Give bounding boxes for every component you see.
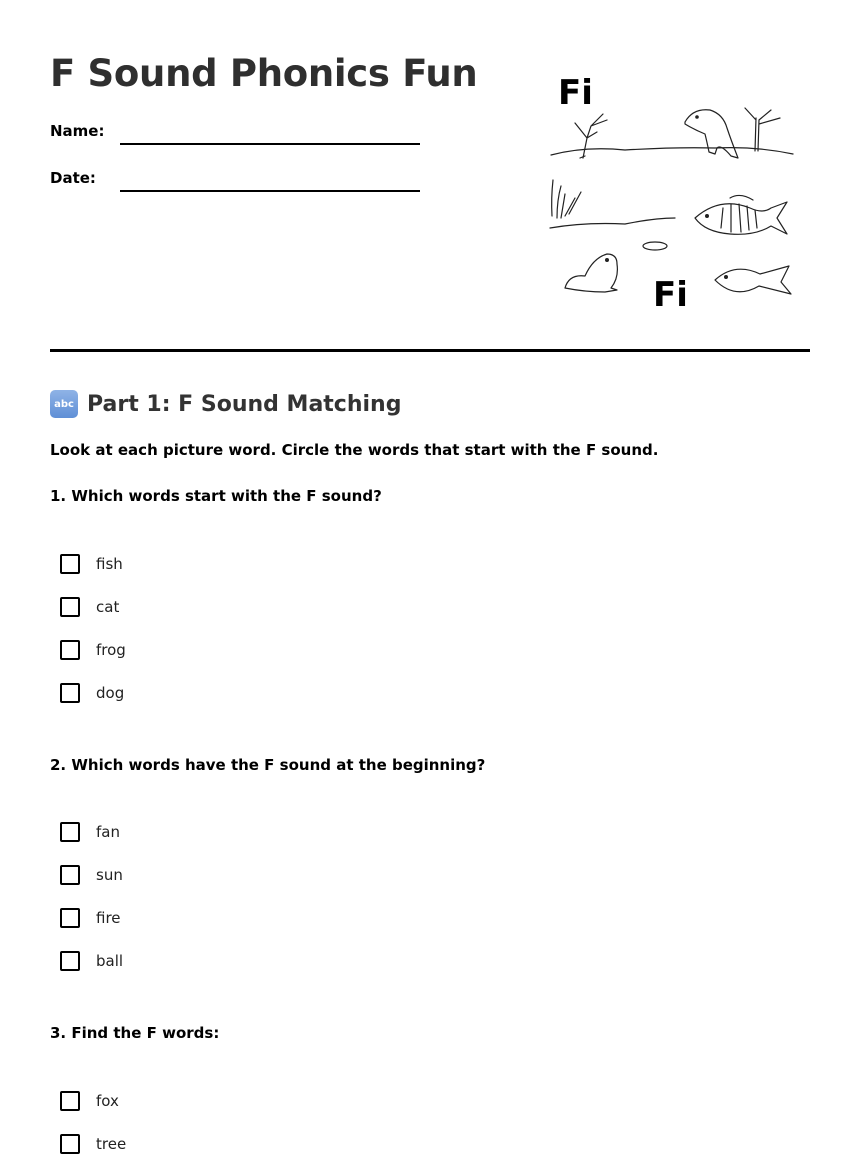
- fish-small-drawing: [715, 266, 791, 294]
- date-field[interactable]: [120, 190, 420, 192]
- reeds-drawing: [552, 180, 581, 218]
- abc-icon: abc: [50, 390, 78, 418]
- name-field[interactable]: [120, 143, 420, 145]
- checkbox[interactable]: [60, 908, 80, 928]
- frog-drawing: [565, 254, 617, 292]
- option-label: fan: [96, 823, 120, 841]
- option-fox[interactable]: [60, 1089, 119, 1113]
- fish-large-drawing: [695, 195, 787, 234]
- option-fan[interactable]: [60, 820, 120, 844]
- option-tree[interactable]: [60, 1132, 126, 1156]
- option-label: dog: [96, 684, 125, 702]
- tree-right: [745, 108, 780, 151]
- checkbox[interactable]: [60, 951, 80, 971]
- option-label: tree: [96, 1135, 127, 1153]
- option-label: cat: [96, 598, 120, 616]
- option-dog[interactable]: [60, 681, 124, 705]
- water-line: [550, 218, 675, 228]
- section-header: [50, 388, 401, 420]
- name-label: Name:: [50, 122, 105, 140]
- option-label: ball: [96, 952, 124, 970]
- checkbox[interactable]: [60, 1091, 80, 1111]
- option-label: fire: [96, 909, 121, 927]
- checkbox[interactable]: [60, 554, 80, 574]
- caption-bottom: Fi: [653, 275, 688, 315]
- instructions: Look at each picture word. Circle the words that start with the F sound.: [50, 441, 659, 459]
- option-fish[interactable]: [60, 552, 123, 576]
- question-1: 1. Which words start with the F sound?: [50, 487, 382, 505]
- question-3: 3. Find the F words:: [50, 1024, 220, 1042]
- checkbox[interactable]: [60, 640, 80, 660]
- option-ball[interactable]: [60, 949, 123, 973]
- checkbox[interactable]: [60, 683, 80, 703]
- riverbank-line: [551, 148, 793, 155]
- checkbox[interactable]: [60, 865, 80, 885]
- pond-illustration: [545, 68, 800, 318]
- option-label: fox: [96, 1092, 119, 1110]
- date-label: Date:: [50, 169, 96, 187]
- option-label: fish: [96, 555, 123, 573]
- option-label: frog: [96, 641, 126, 659]
- tree-left: [575, 114, 607, 158]
- caption-top: Fi: [558, 73, 593, 113]
- checkbox[interactable]: [60, 822, 80, 842]
- option-cat[interactable]: [60, 595, 119, 619]
- question-2: 2. Which words have the F sound at the beginning?: [50, 756, 486, 774]
- section-divider: [50, 349, 810, 352]
- section-title: Part 1: F Sound Matching: [87, 391, 402, 417]
- page-title: F Sound Phonics Fun: [50, 52, 478, 95]
- checkbox[interactable]: [60, 597, 80, 617]
- otter-drawing: [685, 110, 738, 158]
- option-frog[interactable]: [60, 638, 126, 662]
- option-label: sun: [96, 866, 123, 884]
- option-fire[interactable]: [60, 906, 121, 930]
- water-ripple: [643, 242, 667, 250]
- option-sun[interactable]: [60, 863, 123, 887]
- checkbox[interactable]: [60, 1134, 80, 1154]
